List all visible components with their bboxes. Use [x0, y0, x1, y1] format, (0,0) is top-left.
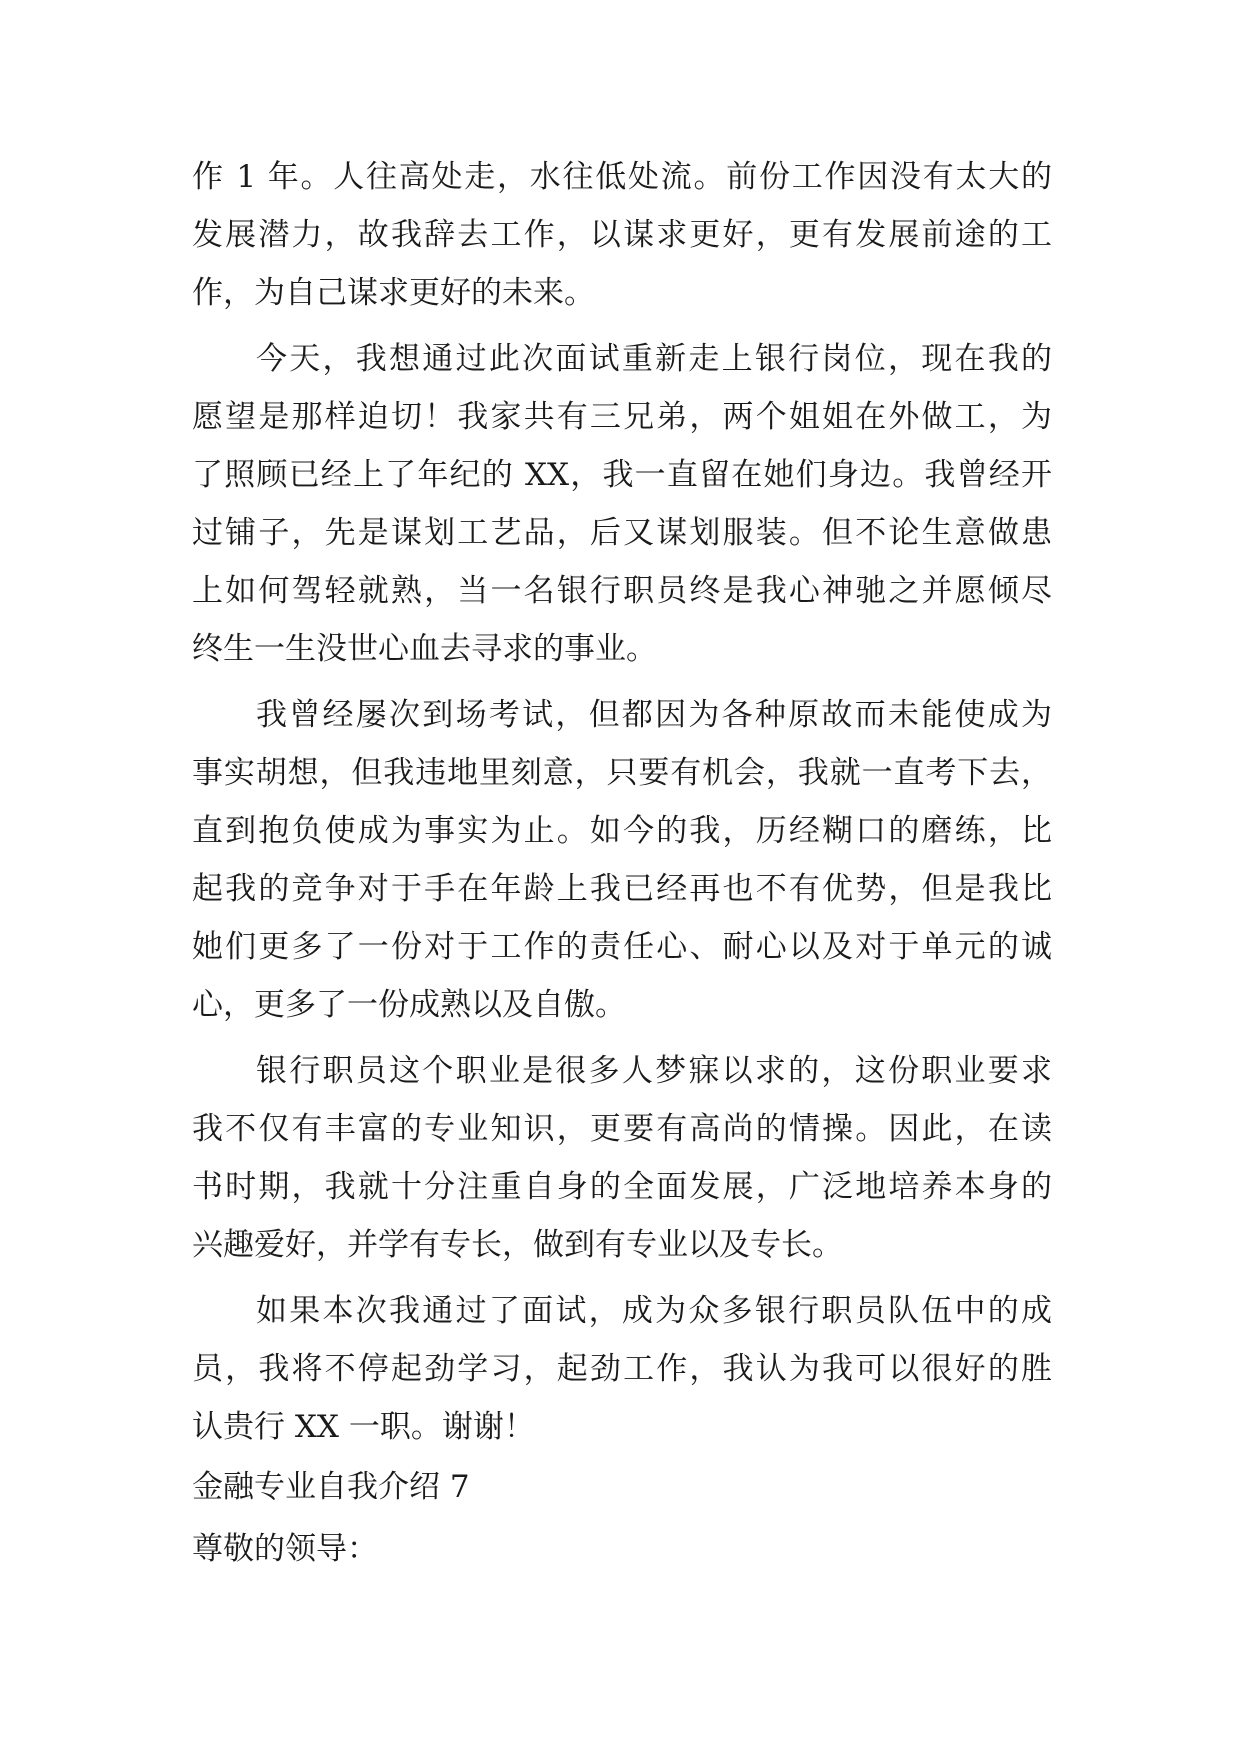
text-line: 作，为自己谋求更好的未来。 [192, 275, 595, 311]
text-line: 她们更多了一份对于工作的责任心、耐心以及对于单元的诚 [192, 929, 1052, 965]
paragraph-start-line: 我曾经屡次到场考试，但都因为各种原故而未能使成为 [256, 697, 1052, 733]
section-heading: 金融专业自我介绍 7 [192, 1469, 470, 1505]
text-line: 员，我将不停起劲学习，起劲工作，我认为我可以很好的胜 [192, 1351, 1052, 1387]
text-line: 起我的竞争对于手在年龄上我已经再也不有优势，但是我比 [192, 871, 1052, 907]
text-line: 兴趣爱好，并学有专长，做到有专业以及专长。 [192, 1227, 843, 1263]
text-line: 作 1 年。人往高处走，水往低处流。前份工作因没有太大的 [192, 159, 1052, 195]
text-line: 发展潜力，故我辞去工作，以谋求更好，更有发展前途的工 [192, 217, 1052, 253]
text-line: 书时期，我就十分注重自身的全面发展，广泛地培养本身的 [192, 1169, 1052, 1205]
paragraph-start-line: 银行职员这个职业是很多人梦寐以求的，这份职业要求 [256, 1053, 1052, 1089]
text-line: 了照顾已经上了年纪的 XX，我一直留在她们身边。我曾经开 [192, 457, 1052, 493]
text-line: 事实胡想，但我违地里刻意，只要有机会，我就一直考下去， [192, 755, 1052, 791]
text-line: 愿望是那样迫切！我家共有三兄弟，两个姐姐在外做工，为 [192, 399, 1052, 435]
text-line: 心，更多了一份成熟以及自傲。 [192, 987, 626, 1023]
text-line: 直到抱负使成为事实为止。如今的我，历经糊口的磨练，比 [192, 813, 1052, 849]
text-line: 上如何驾轻就熟，当一名银行职员终是我心神驰之并愿倾尽 [192, 573, 1052, 609]
text-line: 我不仅有丰富的专业知识，更要有高尚的情操。因此，在读 [192, 1111, 1052, 1147]
salutation: 尊敬的领导： [192, 1531, 378, 1567]
paragraph-start-line: 如果本次我通过了面试，成为众多银行职员队伍中的成 [256, 1293, 1052, 1329]
text-line: 认贵行 XX 一职。谢谢！ [192, 1409, 535, 1445]
text-line: 过铺子，先是谋划工艺品，后又谋划服装。但不论生意做患 [192, 515, 1052, 551]
text-line: 终生一生没世心血去寻求的事业。 [192, 631, 657, 667]
paragraph-start-line: 今天，我想通过此次面试重新走上银行岗位，现在我的 [256, 341, 1052, 377]
